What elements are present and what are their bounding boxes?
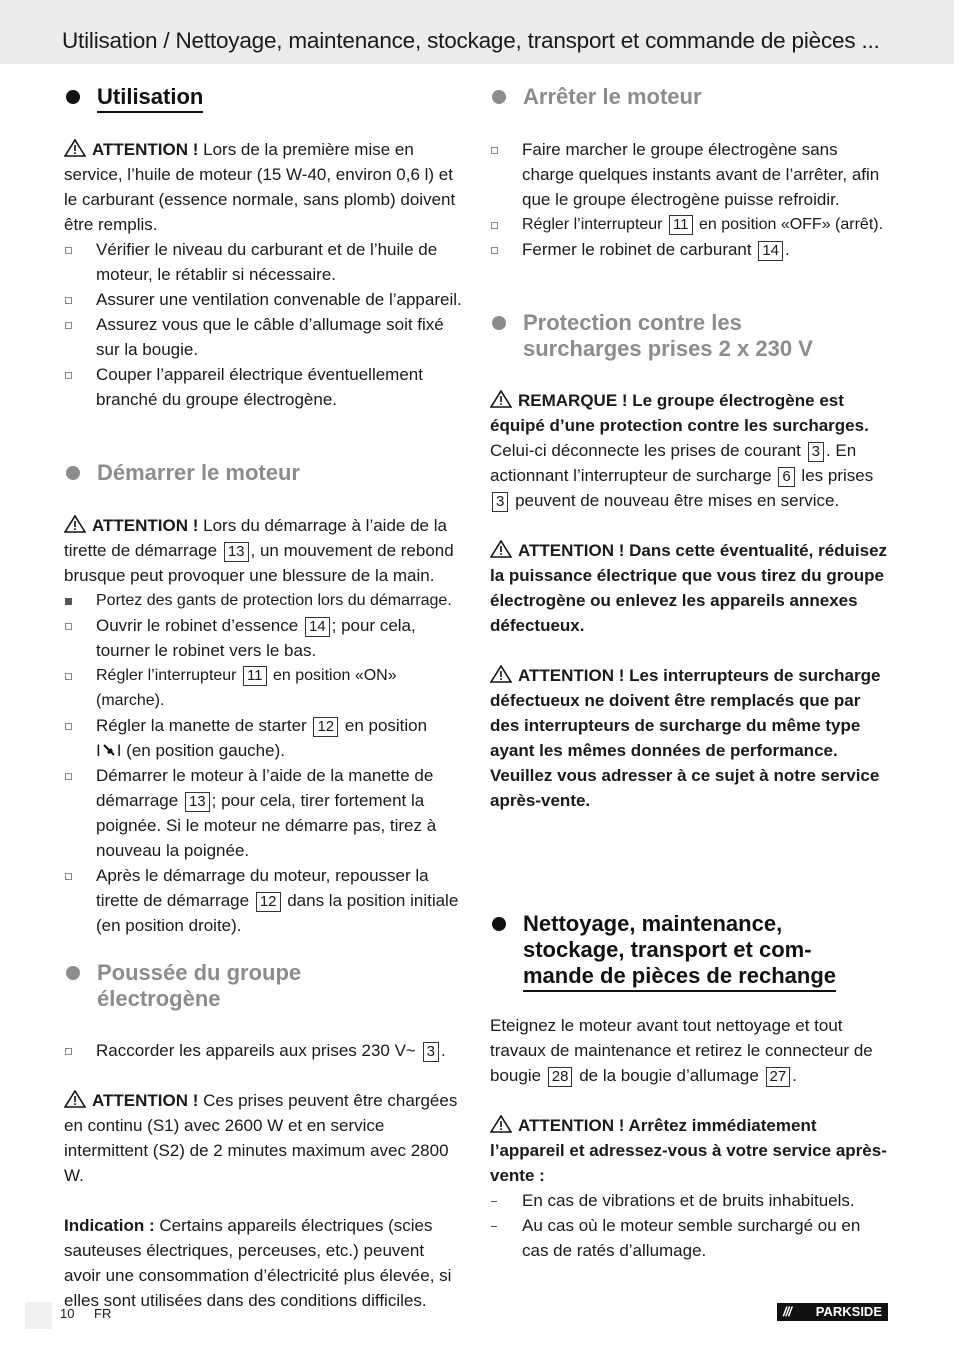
part-number: 3 [423, 1042, 439, 1062]
part-number: 3 [492, 492, 508, 512]
page-title: Utilisation / Nettoyage, maintenance, stockage, transport et commande de pièces ... [62, 28, 880, 53]
part-number: 27 [766, 1067, 791, 1087]
demarrer-content [64, 513, 464, 938]
list-item: Régler la manette de starter 12 en position I I (en position gauche). [64, 713, 464, 763]
choke-icon [101, 743, 117, 757]
heading-utilisation: Utilisation [64, 84, 464, 110]
section-arreter [490, 84, 890, 110]
list-item: Ouvrir le robinet d’essence 14 ; pour cela, tourner le robinet vers le bas. [64, 613, 464, 663]
list-item: Démarrer le moteur à l’aide de la manette de démarrage 13 ; pour cela, tirer fortement la poignée. Si le moteur ne démarre pas, tirez à nouveau la poignée. [64, 763, 464, 863]
section-nettoyage [490, 911, 890, 989]
nettoyage-content [490, 1013, 890, 1263]
part-number: 14 [305, 617, 330, 637]
part-number: 11 [669, 215, 693, 235]
heading-demarrer: Démarrer le moteur [64, 460, 464, 486]
poussee-indication: Indication : Certains appareils électriques (scies sauteuses électriques, perceuses, etc.) peuvent avoir une consommation d’électricité plus élevée, si elles sont utilisées dans des conditions difficiles. [64, 1216, 452, 1310]
warning-icon [490, 390, 512, 408]
poussee-content [64, 1038, 464, 1313]
nettoyage-text: Eteignez le moteur avant tout nettoyage et tout travaux de maintenance et retirez le connecteur de bougie 28 de la bougie d’allumage 27 . [490, 1016, 873, 1085]
warning-icon [490, 1115, 512, 1133]
list-item: Régler l’interrupteur 11 en position «ON» (marche). [64, 663, 464, 713]
section-demarrer [64, 460, 464, 486]
list-item: Régler l’interrupteur 11 en position «OFF» (arrêt). [490, 212, 890, 237]
part-number: 13 [224, 542, 249, 562]
page-header [0, 0, 954, 64]
part-number: 14 [758, 241, 783, 261]
demarrer-warning: ATTENTION ! Lors du démarrage à l’aide de la tirette de démarrage 13 , un mouvement de rebond brusque peut provoquer une blessure de la main. [64, 516, 454, 585]
list-item: Assurer une ventilation convenable de l’appareil. [64, 287, 464, 312]
brand-logo-bars: /// [783, 1304, 791, 1319]
warning-icon [490, 665, 512, 683]
footer-marker [25, 1302, 52, 1329]
list-item: Assurez vous que le câble d’allumage soit fixé sur la bougie. [64, 312, 464, 362]
brand-logo [777, 1303, 888, 1321]
section-utilisation [64, 84, 464, 110]
page-number: 10 [60, 1306, 75, 1321]
arreter-content [490, 137, 890, 262]
heading-protection: Protection contre les surcharges prises 2 x 230 V [490, 310, 890, 362]
list-item: Vérifier le niveau du carburant et de l’huile de moteur, le rétablir si nécessaire. [64, 237, 464, 287]
protection-warning-1: ATTENTION ! Dans cette éventualité, réduisez la puissance électrique que vous tirez du groupe électrogène ou enlevez les appareils annexes défectueux. [490, 541, 888, 635]
list-item: Après le démarrage du moteur, repousser la tirette de démarrage 12 dans la position initiale (en position droite). [64, 863, 464, 938]
part-number: 12 [313, 717, 338, 737]
list-item: Au cas où le moteur semble surchargé ou en cas de ratés d’allumage. [490, 1213, 890, 1263]
part-number: 6 [778, 467, 794, 487]
protection-remark: REMARQUE ! Le groupe électrogène est équipé d’une protection contre les surcharges. Celui-ci déconnecte les prises de courant 3 . En actionnant l’interrupteur de surcharge 6 les prises 3 peuvent de nouveau être mises en service. [490, 391, 874, 510]
warning-icon [490, 540, 512, 558]
part-number: 28 [548, 1067, 573, 1087]
section-poussee [64, 960, 464, 1012]
list-item: Portez des gants de protection lors du démarrage. [64, 588, 464, 613]
part-number: 12 [256, 892, 281, 912]
protection-content [490, 388, 890, 813]
list-item: Fermer le robinet de carburant 14 . [490, 237, 890, 262]
poussee-warning: ATTENTION ! Ces prises peuvent être chargées en continu (S1) avec 2600 W et en service intermittent (S2) de 2 minutes maximum avec 2800 W. [64, 1091, 458, 1185]
heading-poussee: Poussée du groupe électrogène [64, 960, 464, 1012]
list-item: En cas de vibrations et de bruits inhabituels. [490, 1188, 890, 1213]
list-item: Raccorder les appareils aux prises 230 V~ 3 . [64, 1038, 464, 1063]
utilisation-warning: ATTENTION ! Lors de la première mise en service, l’huile de moteur (15 W-40, environ 0,6 l) et le carburant (essence normale, sans plomb) doivent être remplis. [64, 140, 456, 234]
list-item: Faire marcher le groupe électrogène sans charge quelques instants avant de l’arrêter, afin que le groupe électrogène puisse refroidir. [490, 137, 890, 212]
nettoyage-warning: ATTENTION ! Arrêtez immédiatement l’appareil et adressez-vous à votre service après-vente : [490, 1116, 887, 1185]
heading-arreter: Arrêter le moteur [490, 84, 890, 110]
warning-icon [64, 1090, 86, 1108]
part-number: 13 [185, 792, 210, 812]
part-number: 11 [243, 666, 267, 686]
part-number: 3 [808, 442, 824, 462]
heading-nettoyage: Nettoyage, maintenance, stockage, transport et com- mande de pièces de rechange [490, 911, 890, 989]
warning-icon [64, 515, 86, 533]
list-item: Couper l’appareil électrique éventuellement branché du groupe électrogène. [64, 362, 464, 412]
section-protection [490, 310, 890, 362]
language-code: FR [94, 1306, 112, 1321]
brand-logo-text: PARKSIDE [815, 1304, 882, 1319]
warning-icon [64, 139, 86, 157]
protection-warning-2: ATTENTION ! Les interrupteurs de surcharge défectueux ne doivent être remplacés que par des interrupteurs de surcharge du même type ayant les mêmes données de performance. Veuillez vous adresser à ce sujet à notre service après-vente. [490, 666, 881, 810]
utilisation-content [64, 137, 464, 412]
